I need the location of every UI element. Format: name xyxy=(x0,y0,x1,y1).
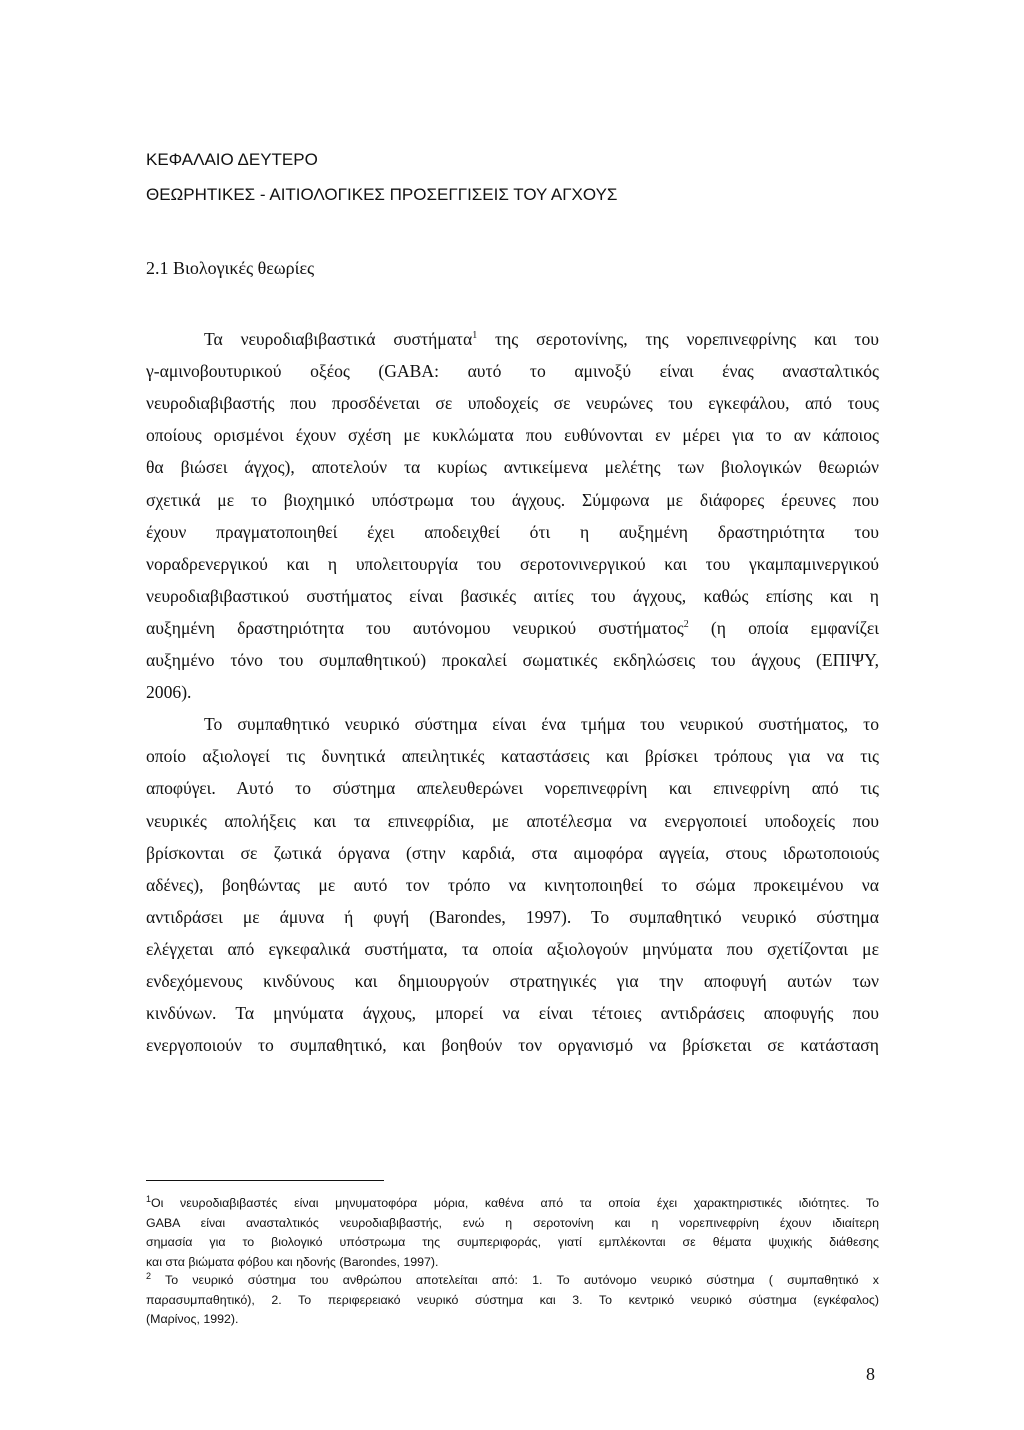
section-heading: 2.1 Βιολογικές θεωρίες xyxy=(146,258,315,278)
body-line-text: αποφύγει. Αυτό το σύστημα απελευθερώνει νορεπινεφρίνη και επινεφρίνη από τις xyxy=(146,778,879,799)
body-line-text: θα βιώσει άγχος), αποτελούν τα κυρίως αντικείμενα μελέτης των βιολογικών θεωριών xyxy=(146,457,879,478)
body-line xyxy=(146,586,879,607)
body-line xyxy=(146,907,879,928)
body-line xyxy=(146,522,879,543)
footnote-line xyxy=(146,1293,879,1307)
footnote-separator xyxy=(146,1180,384,1181)
footnote-line xyxy=(146,1193,879,1210)
page-number: 8 xyxy=(866,1364,875,1384)
footnote-line xyxy=(146,1255,879,1269)
footnote-text: (Μαρίνος, 1992). xyxy=(146,1312,239,1326)
body-line-text: Τα νευροδιαβιβαστικά συστήματα xyxy=(204,329,473,349)
body-line xyxy=(146,843,879,864)
chapter-title: ΘΕΩΡΗΤΙΚΕΣ - ΑΙΤΙΟΛΟΓΙΚΕΣ ΠΡΟΣΕΓΓΙΣΕΙΣ ΤΟΥ ΑΓΧΟΥΣ xyxy=(146,185,618,204)
footnote-text: GABA είναι ανασταλτικός νευροδιαβιβαστής, ενώ η σεροτονίνη και η νορεπινεφρίνη έχουν ιδιαίτερη xyxy=(146,1216,879,1230)
body-line xyxy=(146,811,879,832)
body-line-text: οποίους ορισμένοι έχουν σχέση με κυκλώματα που ευθύνονται εν μέρει για το αν κάποιος xyxy=(146,425,879,446)
footnote-text: σημασία για το βιολογικό υπόστρωμα της συμπεριφοράς, γιατί εμπλέκονται σε θέματα ψυχικής διάθεσης xyxy=(146,1235,879,1249)
body-line-text: νοραδρενεργικού και η υπολειτουργία του σεροτονινεργικού και του γκαμπαμινεργικού xyxy=(146,553,879,574)
body-line xyxy=(146,939,879,960)
footnote-text: Οι νευροδιαβιβαστές είναι μηνυματοφόρα μόρια, καθένα από τα οποία έχει χαρακτηριστικές ιδιότητες. Το xyxy=(151,1196,879,1210)
body-line-text: της σεροτονίνης, της νορεπινεφρίνης και του xyxy=(477,329,879,349)
body-line xyxy=(146,1035,879,1056)
chapter-heading: ΚΕΦΑΛΑΙΟ ΔΕΥΤΕΡΟ xyxy=(146,150,318,169)
footnote-line xyxy=(146,1235,879,1249)
body-line-text: ενδεχόμενους κινδύνους και δημιουργούν στρατηγικές για την αποφυγή αυτών των xyxy=(146,971,879,991)
body-line xyxy=(146,490,879,511)
body-line xyxy=(146,746,879,767)
footnote-marker: 1 xyxy=(146,1193,152,1204)
body-line-text: έχουν πραγματοποιηθεί έχει αποδειχθεί ότι η αυξημένη δραστηριότητα του xyxy=(146,521,879,542)
body-line xyxy=(146,682,879,703)
body-line-text: οποίο αξιολογεί τις δυνητικά απειλητικές καταστάσεις και βρίσκει τρόπους για να τις xyxy=(146,746,879,767)
body-line-text: (η οποία εμφανίζει xyxy=(688,617,879,638)
body-line-text: αδένες), βοηθώντας με αυτό τον τρόπο να κινητοποιηθεί το σώμα προκειμένου να xyxy=(146,874,879,895)
body-line-text: ελέγχεται από εγκεφαλικά συστήματα, τα οποία αξιολογούν μηνύματα που σχετίζονται με xyxy=(146,938,879,959)
body-line-text: σχετικά με το βιοχημικό υπόστρωμα του άγχους. Σύμφωνα με διάφορες έρευνες που xyxy=(146,489,879,510)
body-line-text: νευρικές απολήξεις και τα επινεφρίδια, με αποτέλεσμα να ενεργοποιεί υποδοχείς που xyxy=(146,810,879,831)
body-line-text: νευροδιαβιβαστικού συστήματος είναι βασικές αιτίες του άγχους, καθώς επίσης και η xyxy=(146,585,879,606)
footnote-text: παρασυμπαθητικό), 2. Το περιφερειακό νευρικό σύστημα και 3. Το κεντρικό νευρικό σύστημα (εγκέφαλος) xyxy=(146,1293,879,1307)
footnote-ref[interactable]: 2 xyxy=(683,619,689,631)
body-line-text: βρίσκονται σε ζωτικά όργανα (στην καρδιά, στα αιμοφόρα αγγεία, στους ιδρωτοποιούς xyxy=(146,842,879,863)
body-line xyxy=(204,329,879,350)
body-line xyxy=(204,714,879,735)
footnote-ref[interactable]: 1 xyxy=(472,330,478,342)
footnote-line xyxy=(146,1270,879,1287)
body-line xyxy=(146,875,879,896)
body-line-text: αυξημένη δραστηριότητα του αυτόνομου νευρικού συστήματος xyxy=(146,617,684,638)
body-line-text: νευροδιαβιβαστής που προσδένεται σε υποδοχείς σε νευρώνες του εγκεφάλου, από τους xyxy=(146,393,879,414)
body-line xyxy=(146,1003,879,1024)
footnote-line xyxy=(146,1216,879,1230)
body-line-text: γ-αμινοβουτυρικού οξέος (GABA: αυτό το αμινοξύ είναι ένας ανασταλτικός xyxy=(146,361,879,382)
body-line-text: κινδύνων. Τα μηνύματα άγχους, μπορεί να είναι τέτοιες αντιδράσεις αποφυγής που xyxy=(146,1003,879,1024)
body-line xyxy=(146,778,879,799)
body-line-text: Το συμπαθητικό νευρικό σύστημα είναι ένα τμήμα του νευρικού συστήματος, το xyxy=(204,714,879,735)
footnote-marker: 2 xyxy=(146,1270,152,1281)
body-line-text: αυξημένο τόνο του συμπαθητικού) προκαλεί σωματικές εκδηλώσεις του άγχους (ΕΠΙΨΥ, xyxy=(146,650,879,670)
body-line-text: 2006). xyxy=(146,682,192,703)
body-line xyxy=(146,457,879,478)
body-line xyxy=(146,393,879,414)
footnote-text: Το νευρικό σύστημα του ανθρώπου αποτελείται από: 1. Το αυτόνομο νευρικό σύστημα ( συμπαθητικό x xyxy=(151,1273,879,1287)
body-line xyxy=(146,971,879,992)
body-line-text: αντιδράσει με άμυνα ή φυγή (Barondes, 1997). Το συμπαθητικό νευρικό σύστημα xyxy=(146,906,879,927)
footnote-line xyxy=(146,1312,879,1326)
footnote-text: και στα βιώματα φόβου και ηδονής (Barondes, 1997). xyxy=(146,1255,439,1269)
body-line xyxy=(146,554,879,575)
body-line xyxy=(146,361,879,382)
body-line xyxy=(146,650,879,671)
body-line-text: ενεργοποιούν το συμπαθητικό, και βοηθούν τον οργανισμό να βρίσκεται σε κατάσταση xyxy=(146,1035,879,1056)
body-line xyxy=(146,425,879,446)
body-line xyxy=(146,618,879,639)
